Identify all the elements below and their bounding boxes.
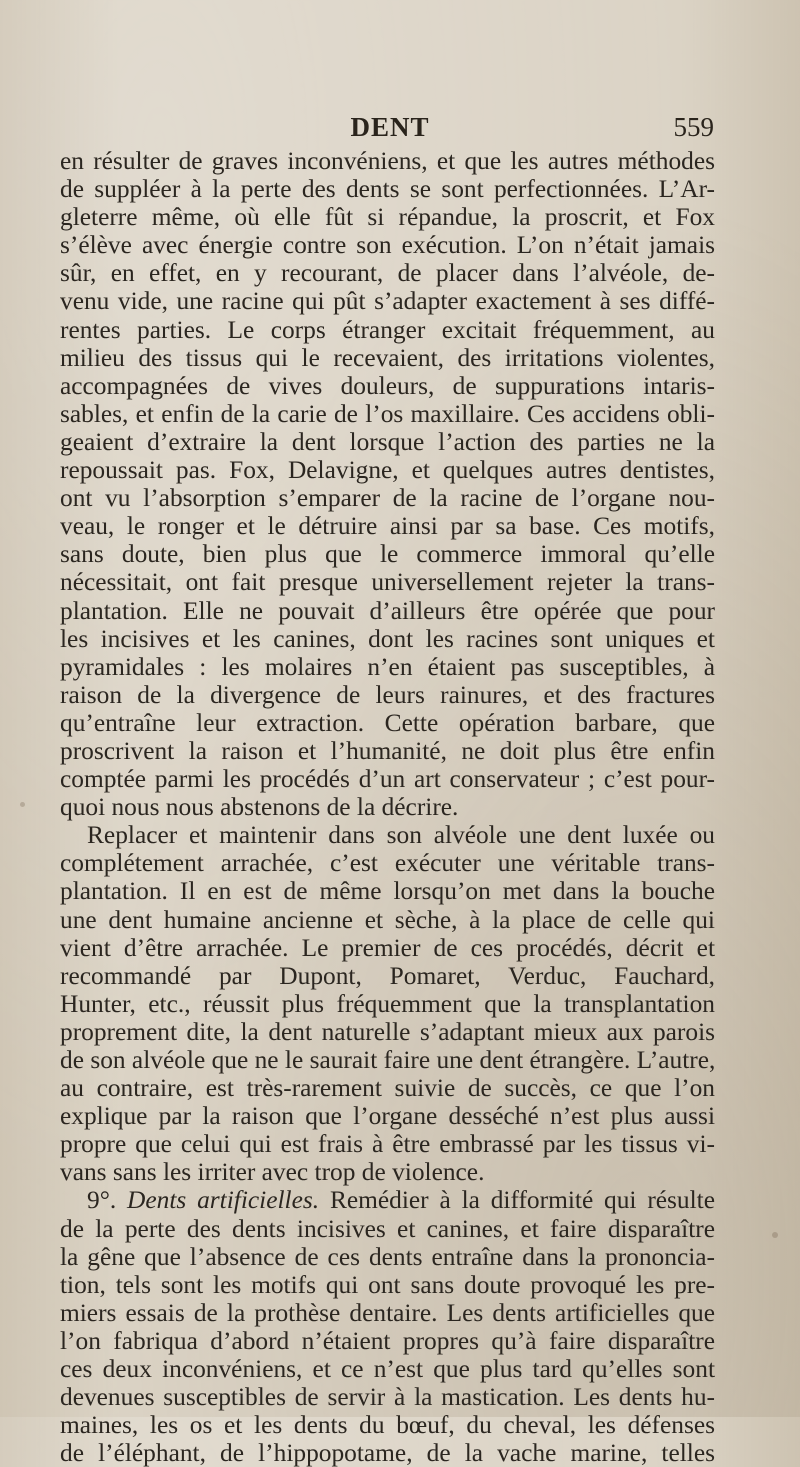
text-line: une dent humaine ancienne et sèche, à la place de celle qui [60,905,715,934]
paragraph-start-line: Replacer et maintenir dans son alvéole une dent luxée ou [87,821,715,850]
text-line: devenues susceptibles de servir à la mastication. Les dents hu- [60,1383,715,1412]
page-number: 559 [673,112,714,142]
text-line: nécessitait, ont fait presque universellement rejeter la trans- [60,568,715,597]
text-line: repoussait pas. Fox, Delavigne, et quelques autres dentistes, [60,456,715,485]
body-text [60,147,715,1467]
text-line: l’on fabriqua d’abord n’étaient propres qu’à faire disparaître [60,1326,715,1355]
section-heading-line: 9°. Dents artificielles. Remédier à la difformité qui résulte [87,1186,715,1215]
paper-stain [20,802,25,807]
text-line: milieu des tissus qui le recevaient, des irritations violentes, [60,343,715,372]
running-head [60,112,720,148]
text-line: de l’éléphant, de l’hippopotame, de la vache marine, telles [60,1439,715,1467]
text-line: plantation. Elle ne pouvait d’ailleurs être opérée que pour [60,596,715,625]
text-line: raison de la divergence de leurs rainures, et des fractures [60,680,715,709]
text-line: tion, tels sont les motifs qui ont sans doute provoqué les pre- [60,1270,715,1299]
text-line: de la perte des dents incisives et canines, et faire disparaître [60,1214,715,1243]
text-line: sans doute, bien plus que le commerce immoral qu’elle [60,540,715,569]
text-line: de son alvéole que ne le saurait faire une dent étrangère. L’autre, [60,1046,716,1074]
text-line: maines, les os et les dents du bœuf, du cheval, les défenses [60,1411,715,1440]
text-line: veau, le ronger et le détruire ainsi par sa base. Ces motifs, [60,512,715,541]
text-line: miers essais de la prothèse dentaire. Les dents artificielles que [60,1298,715,1327]
text-line: en résulter de graves inconvéniens, et que les autres méthodes [60,147,715,175]
paragraph-end-line: vans sans les irriter avec trop de violence. [60,1158,485,1187]
text-line: plantation. Il en est de même lorsqu’on met dans la bouche [60,877,715,906]
text-line: geaient d’extraire la dent lorsque l’action des parties ne la [60,427,715,456]
text-line: comptée parmi les procédés d’un art conservateur ; c’est pour- [60,765,715,794]
text-line: qu’entraîne leur extraction. Cette opération barbare, que [60,708,715,737]
text-line: proscrivent la raison et l’humanité, ne doit plus être enfin [60,736,715,765]
text-line: la gêne que l’absence de ces dents entraîne dans la prononcia- [60,1242,715,1271]
text-line: les incisives et les canines, dont les racines sont uniques et [60,624,715,653]
section-title: Dents artificielles. [127,1186,320,1215]
text-line: gleterre même, où elle fût si répandue, la proscrit, et Fox [60,203,715,232]
paragraph-end-line: quoi nous nous abstenons de la décrire. [60,793,459,822]
text-line: propre que celui qui est frais à être embrassé par les tissus vi- [60,1130,715,1159]
text-line: de suppléer à la perte des dents se sont perfectionnées. L’Ar- [60,175,715,204]
running-head-title: DENT [350,112,430,142]
text-line: accompagnées de vives douleurs, de suppurations intaris- [60,371,715,400]
text-line: au contraire, est très-rarement suivie de succès, ce que l’on [60,1074,715,1103]
text-line: s’élève avec énergie contre son exécution. L’on n’était jamais [60,231,715,260]
text-line: vient d’être arrachée. Le premier de ces procédés, décrit et [60,933,715,962]
text-line: ont vu l’absorption s’emparer de la racine de l’organe nou- [60,484,715,513]
paper-stain [772,1232,778,1238]
text-line: Hunter, etc., réussit plus fréquemment que la transplantation [60,989,715,1018]
text-line: complétement arrachée, c’est exécuter une véritable trans- [60,849,715,878]
text-line: proprement dite, la dent naturelle s’adaptant mieux aux parois [60,1017,715,1046]
text-line: venu vide, une racine qui pût s’adapter exactement à ses diffé- [60,287,715,316]
text-line: sûr, en effet, en y recourant, de placer dans l’alvéole, de- [60,259,715,288]
text-line: ces deux inconvéniens, et ce n’est que plus tard qu’elles sont [60,1355,715,1384]
text-line: recommandé par Dupont, Pomaret, Verduc, Fauchard, [60,961,715,990]
text-line: explique par la raison que l’organe desséché n’est plus aussi [60,1102,715,1131]
text-line: pyramidales : les molaires n’en étaient pas susceptibles, à [60,652,715,681]
text-line: rentes parties. Le corps étranger excitait fréquemment, au [60,315,715,344]
text-line: sables, et enfin de la carie de l’os maxillaire. Ces accidens obli- [60,399,715,428]
